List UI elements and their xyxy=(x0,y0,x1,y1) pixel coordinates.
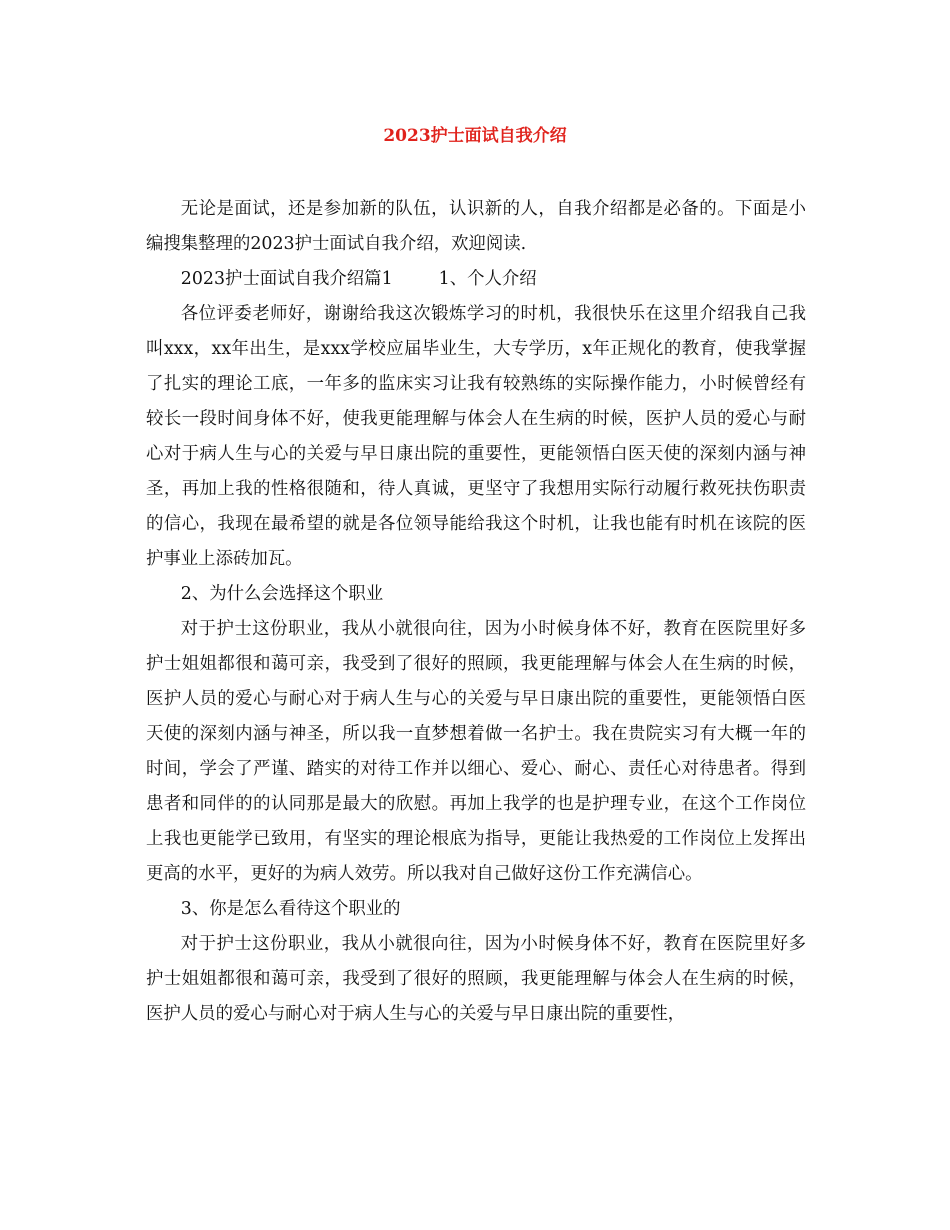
section2-paragraph: 对于护士这份职业，我从小就很向往，因为小时候身体不好，教育在医院里好多护士姐姐都很和蔼可亲，我受到了很好的照顾，我更能理解与体会人在生病的时候，医护人员的爱心与耐心对于病人生与心的关爱与早日康出院的重要性，更能领悟白医天使的深刻内涵与神圣，所以我一直梦想着做一名护士。我在贵院实习有大概一年的时间，学会了严谨、踏实的对待工作并以细心、爱心、耐心、责任心对待患者。得到患者和同伴的的认同那是最大的欣慰。再加上我学的也是护理专业，在这个工作岗位上我也更能学已致用，有坚实的理论根底为指导，更能让我热爱的工作岗位上发挥出更高的水平，更好的为病人效劳。所以我对自己做好这份工作充满信心。 xyxy=(146,619,806,884)
document-title: 2023护士面试自我介绍 xyxy=(383,126,567,146)
intro-paragraph: 无论是面试，还是参加新的队伍，认识新的人，自我介绍都是必备的。下面是小编搜集整理的2023护士面试自我介绍，欢迎阅读. xyxy=(146,199,806,254)
section2-heading: 2、为什么会选择这个职业 xyxy=(180,584,384,604)
article-heading-line xyxy=(146,262,806,297)
article-heading: 2023护士面试自我介绍篇1 xyxy=(180,269,393,289)
section3-heading: 3、你是怎么看待这个职业的 xyxy=(180,899,401,919)
section1-heading: 1、个人介绍 xyxy=(438,269,537,289)
section3-paragraph: 对于护士这份职业，我从小就很向往，因为小时候身体不好，教育在医院里好多护士姐姐都很和蔼可亲，我受到了很好的照顾，我更能理解与体会人在生病的时候，医护人员的爱心与耐心对于病人生与心的关爱与早日康出院的重要性， xyxy=(146,934,806,1024)
document-body xyxy=(146,192,806,1032)
section1-paragraph: 各位评委老师好，谢谢给我这次锻炼学习的时机，我很快乐在这里介绍我自己我叫xxx，xx年出生，是xxx学校应届毕业生，大专学历，x年正规化的教育，使我掌握了扎实的理论工底，一年多的监床实习让我有较熟练的实际操作能力，小时候曾经有较长一段时间身体不好，使我更能理解与体会人在生病的时候，医护人员的爱心与耐心对于病人生与心的关爱与早日康出院的重要性，更能领悟白医天使的深刻内涵与神圣，再加上我的性格很随和，待人真诚，更坚守了我想用实际行动履行救死扶伤职责的信心，我现在最希望的就是各位领导能给我这个时机，让我也能有时机在该院的医护事业上添砖加瓦。 xyxy=(146,304,806,569)
